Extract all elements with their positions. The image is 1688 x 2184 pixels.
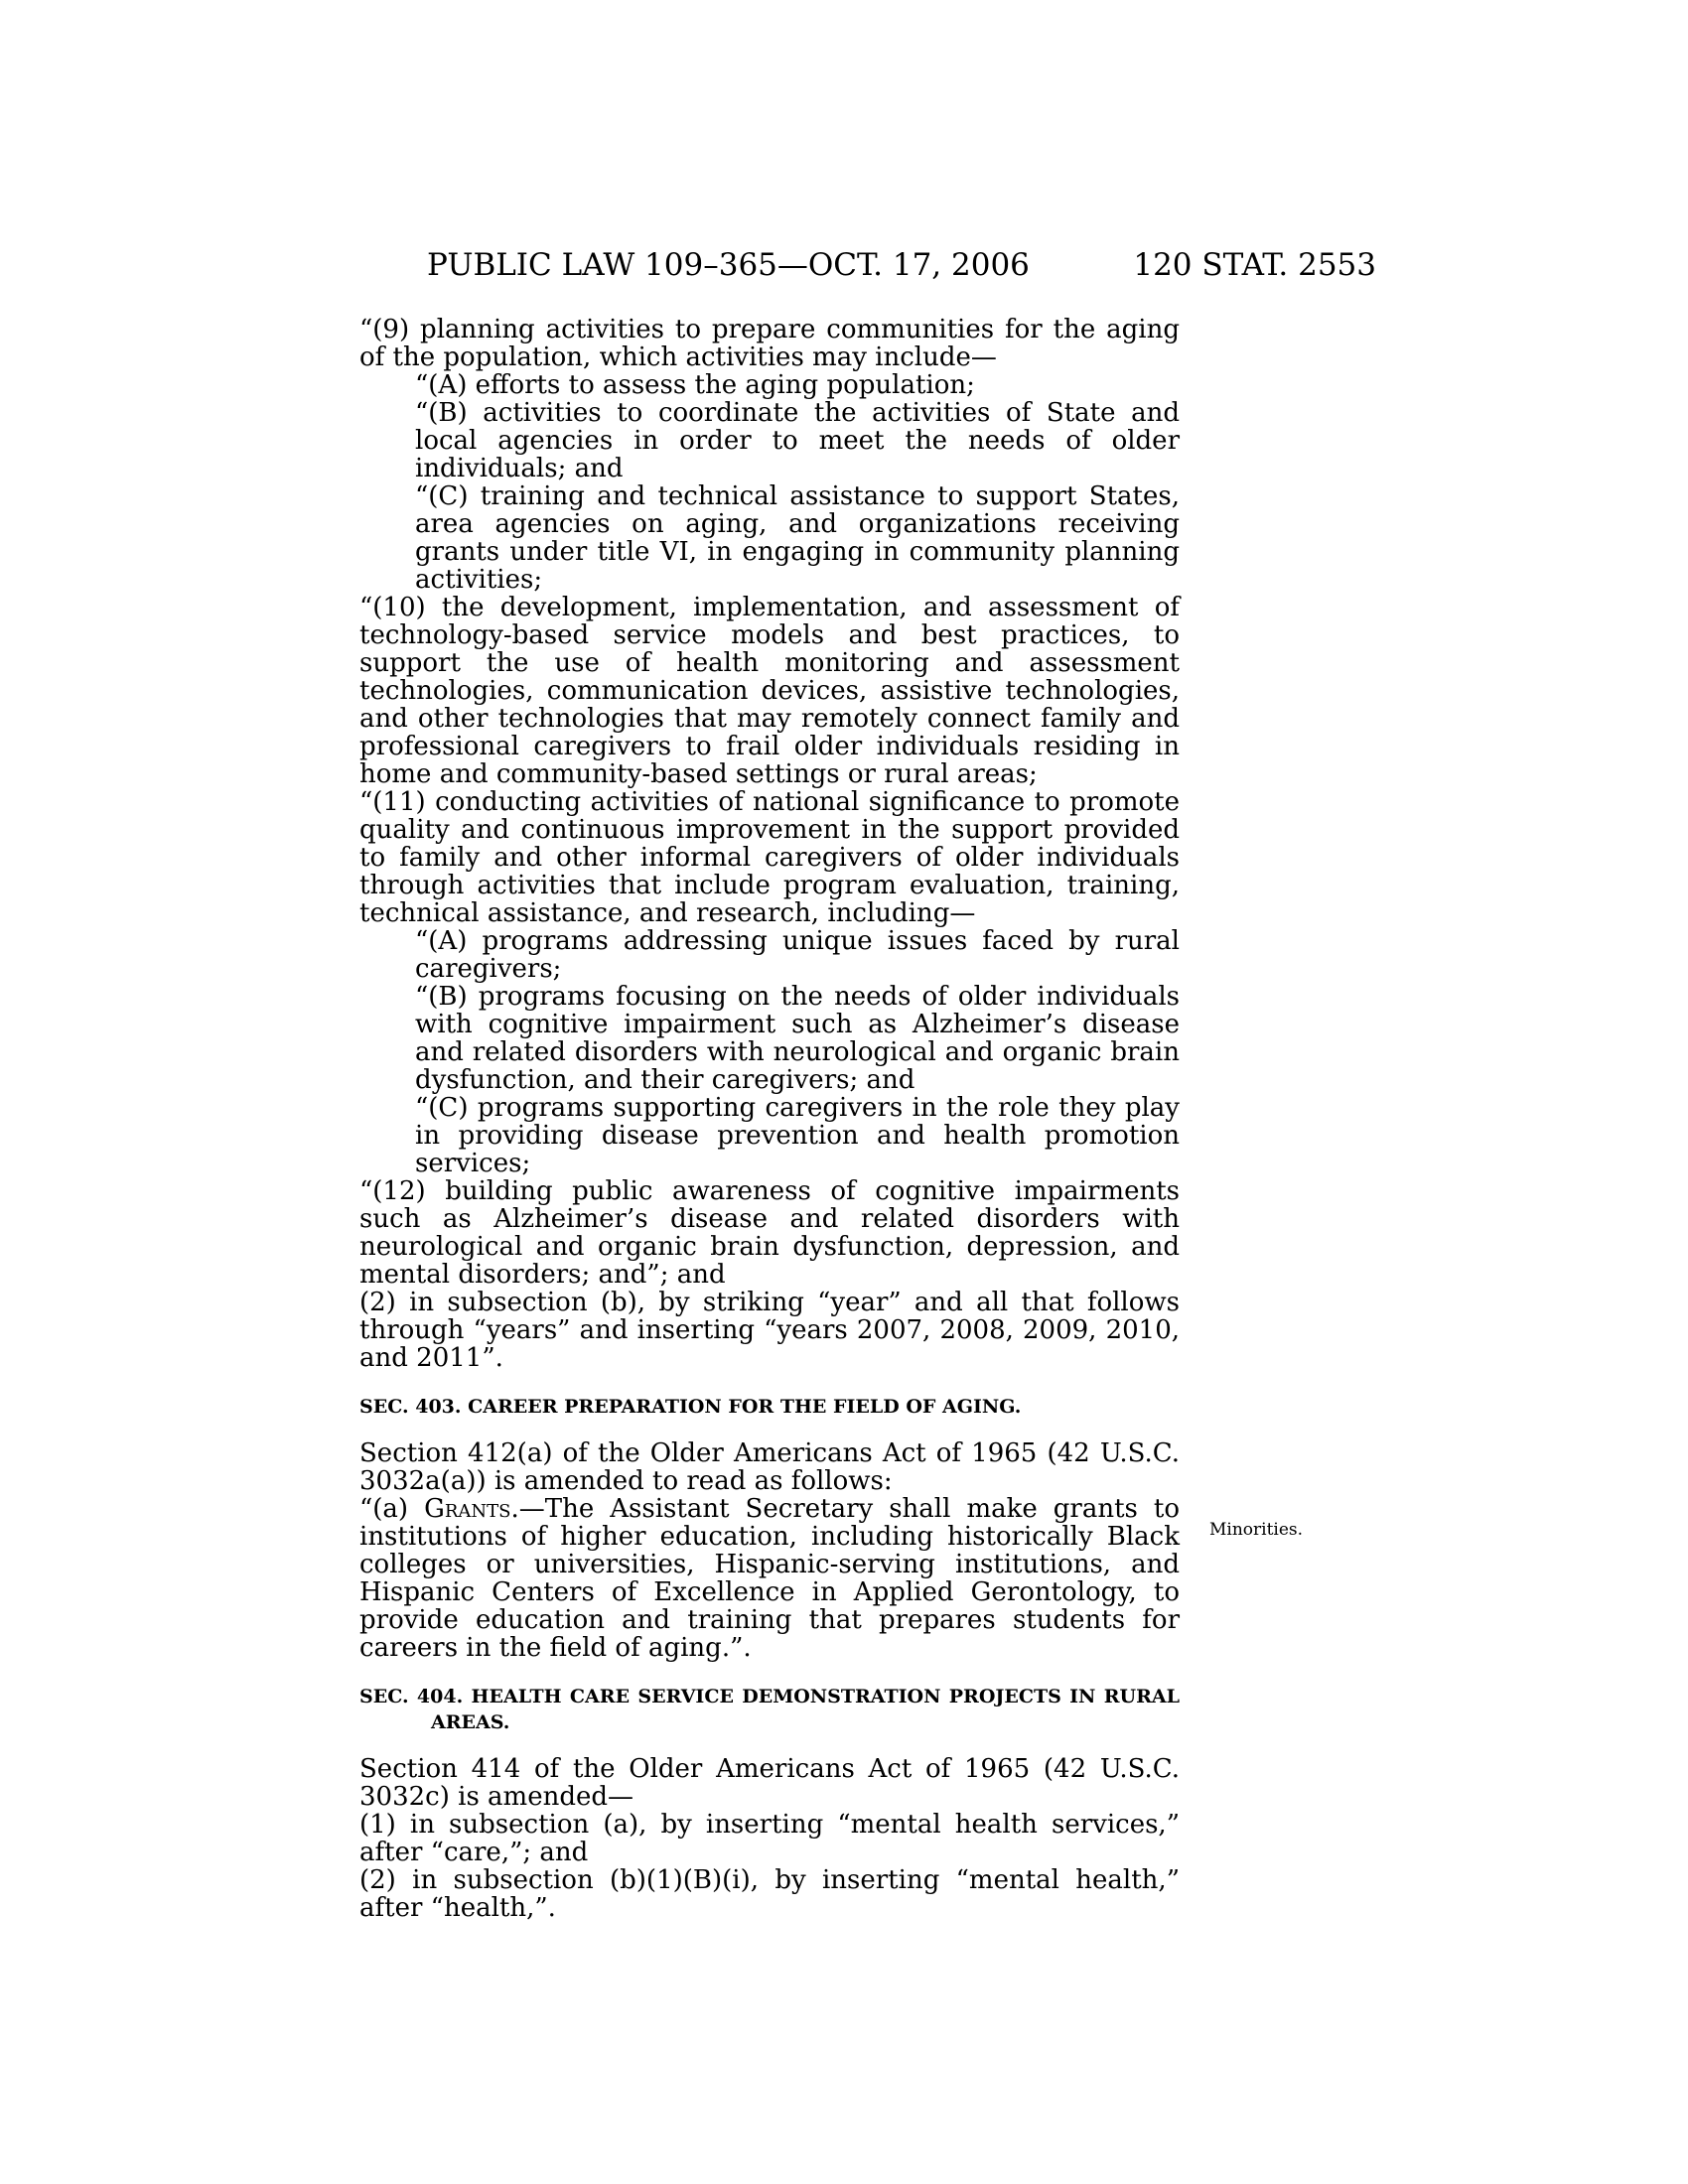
paragraph-2-subsection-b: (2) in subsection (b), by striking “year” and all that follows through “years” and inserting “years 2007, 2008, 2009, 2010, and 2011”. xyxy=(359,1288,1180,1373)
paragraph-11-b: “(B) programs focusing on the needs of older individuals with cognitive impairment such as Alzheimer’s disease and related disorders with neurological and organic brain dysfunction, and their caregivers; and xyxy=(415,982,1180,1095)
document-body xyxy=(359,316,1180,1922)
paragraph-11-a: “(A) programs addressing unique issues faced by rural caregivers; xyxy=(415,926,1180,984)
section-404-heading: SEC. 404. HEALTH CARE SERVICE DEMONSTRATION PROJECTS IN RURAL AREAS. xyxy=(359,1686,1180,1733)
paragraph-9-a: “(A) efforts to assess the aging population; xyxy=(415,370,975,400)
grants-text: .—The Assistant Secretary shall make grants to institutions of higher education, including historically Black colleges or universities, Hispanic-serving institutions, and Hispanic Centers of Excellence in Applied Gerontology, to provide education and training that prepares students for careers in the field of aging.”. xyxy=(359,1494,1180,1663)
paragraph-11-c: “(C) programs supporting caregivers in the role they play in providing disease prevention and health promotion services; xyxy=(415,1093,1180,1178)
paragraph-9-b: “(B) activities to coordinate the activities of State and local agencies in order to meet the needs of older individuals; and xyxy=(415,398,1180,483)
section-404-item-1: (1) in subsection (a), by inserting “mental health services,” after “care,”; and xyxy=(359,1810,1180,1867)
paragraph-11: “(11) conducting activities of national significance to promote quality and continuous improvement in the support provided to family and other informal caregivers of older individuals through activities that include program evaluation, training, technical assistance, and research, including— xyxy=(359,787,1180,928)
paragraph-10: “(10) the development, implementation, and assessment of technology-based service models and best practices, to support the use of health monitoring and assessment technologies, communication devices, assistive technologies, and other technologies that may remotely connect family and professional caregivers to frail older individuals residing in home and community-based settings or rural areas; xyxy=(359,593,1180,789)
paragraph-9 xyxy=(359,316,1180,371)
section-404-intro: Section 414 of the Older Americans Act of 1965 (42 U.S.C. 3032c) is amended— xyxy=(359,1754,1180,1812)
paragraph-12: “(12) building public awareness of cognitive impairments such as Alzheimer’s disease and related disorders with neurological and organic brain dysfunction, depression, and mental disorders; and”; and xyxy=(359,1176,1180,1290)
paragraph-9-c: “(C) training and technical assistance to support States, area agencies on aging, and organizations receiving grants under title VI, in engaging in community planning activities; xyxy=(415,481,1180,595)
grants-term: Grants xyxy=(424,1494,511,1524)
margin-note-minorities: Minorities. xyxy=(1209,1520,1304,1540)
section-403-heading: SEC. 403. CAREER PREPARATION FOR THE FIELD OF AGING. xyxy=(359,1396,1022,1418)
section-404-item-2: (2) in subsection (b)(1)(B)(i), by inserting “mental health,” after “health,”. xyxy=(359,1865,1180,1923)
section-403-intro: Section 412(a) of the Older Americans Act of 1965 (42 U.S.C. 3032a(a)) is amended to read as follows: xyxy=(359,1438,1180,1496)
grants-lead: “(a) xyxy=(359,1494,425,1524)
section-403-grants-paragraph xyxy=(359,1495,1180,1662)
paragraph-9-text: “(9) planning activities to prepare communities for the aging of the population, which activities may include— xyxy=(359,315,1180,372)
header-statute-page: 120 STAT. 2553 xyxy=(1133,247,1376,283)
running-header xyxy=(427,244,1376,286)
header-law-citation: PUBLIC LAW 109–365—OCT. 17, 2006 xyxy=(427,247,1030,283)
